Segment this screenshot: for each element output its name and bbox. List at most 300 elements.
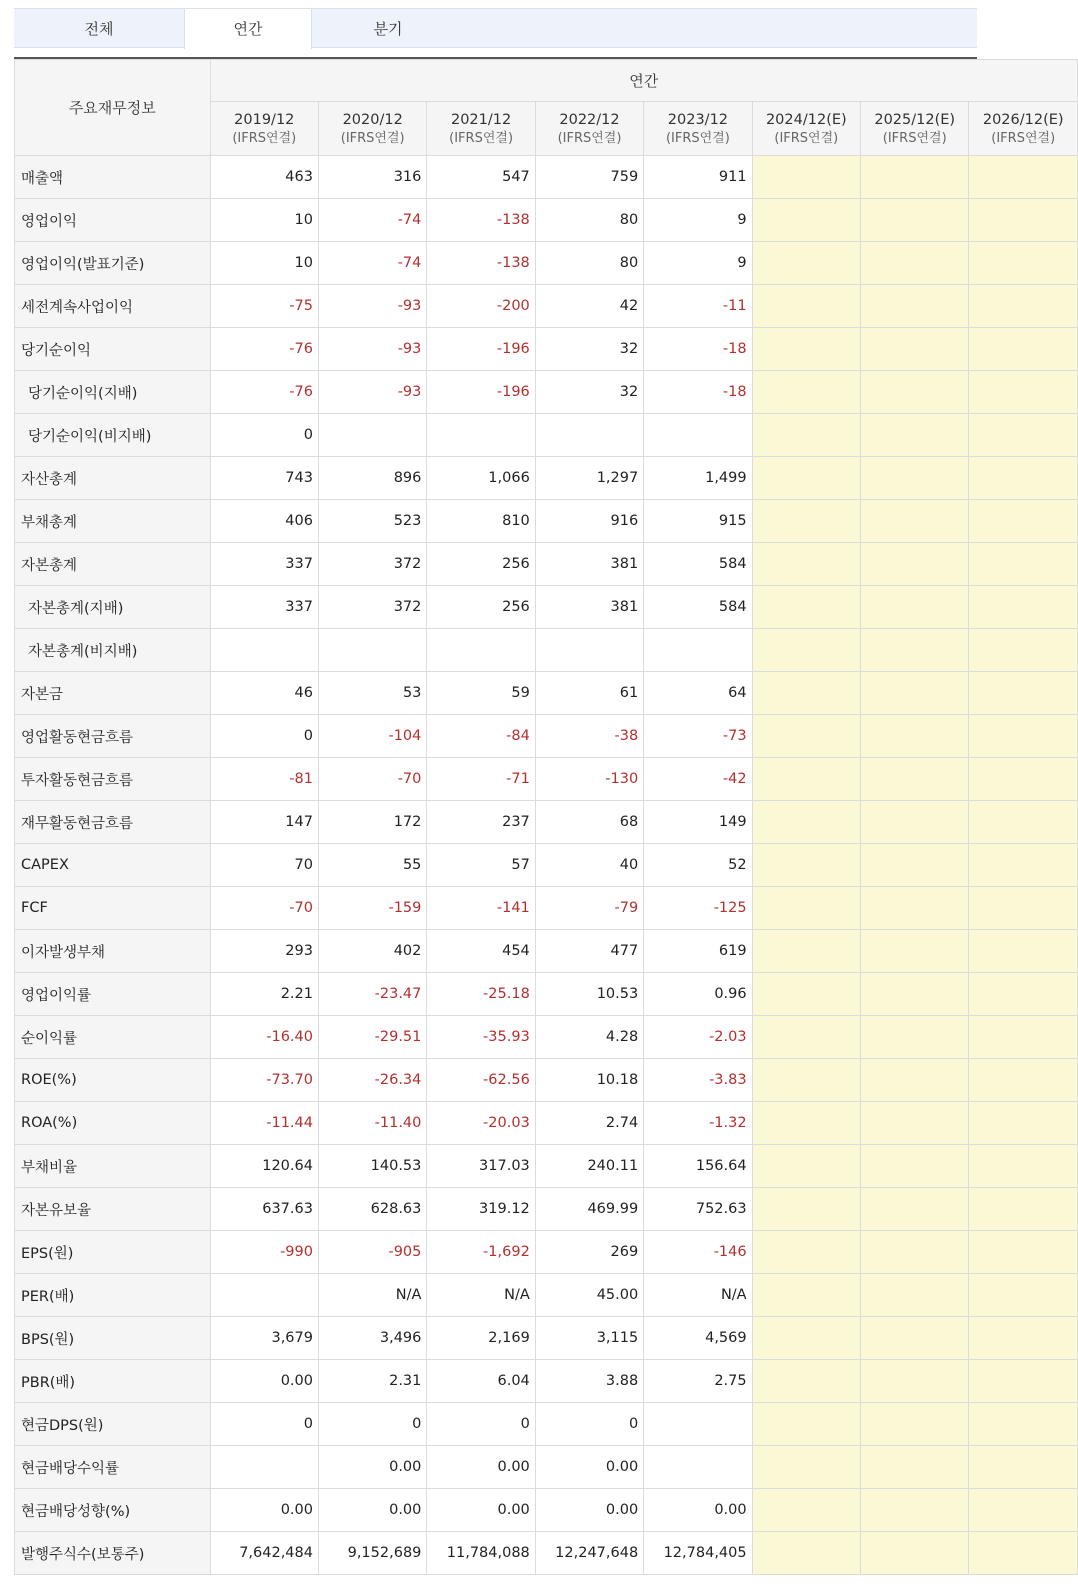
row-label: 영업이익 [15,199,211,242]
tab-all[interactable]: 전체 [84,20,114,38]
table-cell: 896 [318,457,426,500]
row-label: 발행주식수(보통주) [15,1532,211,1575]
table-cell: -81 [210,758,318,801]
table-cell: -71 [427,758,535,801]
table-cell: 147 [210,801,318,844]
row-label: 영업이익률 [15,973,211,1016]
table-cell: 11,784,088 [427,1532,535,1575]
table-cell [210,1274,318,1317]
table-cell [861,457,969,500]
table-cell [861,371,969,414]
table-row [15,156,1078,199]
table-row [15,199,1078,242]
table-cell [861,887,969,930]
table-cell [861,1360,969,1403]
table-cell: 1,499 [644,457,752,500]
period-header [861,102,969,156]
period-label: 2019/12 [234,111,295,128]
table-cell [644,1403,752,1446]
period-basis: (IFRS연결) [991,130,1056,146]
table-row [15,715,1078,758]
table-cell [752,801,860,844]
table-cell: -29.51 [318,1016,426,1059]
table-cell: -130 [535,758,643,801]
table-cell [969,285,1078,328]
table-cell: 256 [427,586,535,629]
table-cell [969,844,1078,887]
table-cell: -11.44 [210,1102,318,1145]
period-basis: (IFRS연결) [449,130,514,146]
table-cell [969,887,1078,930]
table-cell [752,973,860,1016]
table-cell: -23.47 [318,973,426,1016]
table-row [15,586,1078,629]
table-cell: -73.70 [210,1059,318,1102]
row-label: 영업활동현금흐름 [15,715,211,758]
table-cell [752,1317,860,1360]
table-cell: 402 [318,930,426,973]
table-cell: 120.64 [210,1145,318,1188]
table-cell: -1.32 [644,1102,752,1145]
table-cell: -3.83 [644,1059,752,1102]
table-cell: 10 [210,242,318,285]
table-cell [752,586,860,629]
table-cell: 0.96 [644,973,752,1016]
row-label: 자본금 [15,672,211,715]
table-cell: 584 [644,543,752,586]
table-cell: 759 [535,156,643,199]
table-row [15,1016,1078,1059]
table-cell [969,629,1078,672]
row-label: 부채총계 [15,500,211,543]
table-cell: -79 [535,887,643,930]
table-cell [752,1016,860,1059]
table-cell [752,758,860,801]
table-cell [969,801,1078,844]
table-cell [535,629,643,672]
table-cell [969,156,1078,199]
period-basis: (IFRS연결) [340,130,405,146]
table-cell [427,414,535,457]
table-cell [969,371,1078,414]
table-cell: -76 [210,328,318,371]
table-row [15,801,1078,844]
table-cell: -70 [318,758,426,801]
table-cell: 463 [210,156,318,199]
table-row [15,973,1078,1016]
table-cell: -62.56 [427,1059,535,1102]
table-cell [969,1145,1078,1188]
table-cell [861,1102,969,1145]
period-label: 2020/12 [342,111,403,128]
table-cell: 337 [210,543,318,586]
table-cell: 619 [644,930,752,973]
table-cell: 0 [535,1403,643,1446]
table-cell [969,715,1078,758]
table-cell [318,414,426,457]
table-cell: 6.04 [427,1360,535,1403]
table-row [15,1360,1078,1403]
table-row [15,285,1078,328]
table-cell: 40 [535,844,643,887]
table-row [15,1145,1078,1188]
table-cell: 149 [644,801,752,844]
table-row [15,414,1078,457]
table-cell: 269 [535,1231,643,1274]
table-cell [861,1145,969,1188]
table-cell [752,285,860,328]
table-cell: 0.00 [644,1489,752,1532]
table-cell [969,328,1078,371]
row-label: 자본총계 [15,543,211,586]
table-cell: 0.00 [318,1446,426,1489]
table-cell: -93 [318,371,426,414]
period-header [535,102,643,156]
table-cell: 172 [318,801,426,844]
table-cell: 9 [644,199,752,242]
table-cell [752,328,860,371]
row-label: 현금배당성향(%) [15,1489,211,1532]
table-cell [861,543,969,586]
table-cell: 2.21 [210,973,318,1016]
table-cell: 45.00 [535,1274,643,1317]
table-cell: 0.00 [535,1489,643,1532]
row-label: 당기순이익(비지배) [15,414,211,457]
row-label: 재무활동현금흐름 [15,801,211,844]
table-cell [752,242,860,285]
table-cell: 372 [318,543,426,586]
table-cell [969,586,1078,629]
table-cell: 53 [318,672,426,715]
row-label: 부채비율 [15,1145,211,1188]
row-label: 자본총계(비지배) [15,629,211,672]
table-cell: 0 [427,1403,535,1446]
table-cell [752,1102,860,1145]
table-cell: 52 [644,844,752,887]
table-cell: 372 [318,586,426,629]
table-cell [969,1360,1078,1403]
table-cell [969,1059,1078,1102]
table-cell: N/A [644,1274,752,1317]
table-cell: -70 [210,887,318,930]
table-cell: 916 [535,500,643,543]
table-cell [861,156,969,199]
table-cell: 406 [210,500,318,543]
period-label: 2021/12 [450,111,512,128]
table-cell [969,1317,1078,1360]
table-cell: 237 [427,801,535,844]
table-cell [969,1016,1078,1059]
table-cell: 810 [427,500,535,543]
table-cell [969,414,1078,457]
row-label: 자산총계 [15,457,211,500]
table-cell: -2.03 [644,1016,752,1059]
table-cell [752,1059,860,1102]
table-cell [861,1446,969,1489]
table-cell: 0.00 [210,1360,318,1403]
table-cell [969,758,1078,801]
period-header [318,102,426,156]
period-label: 2022/12 [559,111,620,128]
table-cell: -11.40 [318,1102,426,1145]
table-cell [752,1274,860,1317]
table-cell [861,1274,969,1317]
table-cell: 743 [210,457,318,500]
table-cell: 637.63 [210,1188,318,1231]
table-cell: 46 [210,672,318,715]
period-label: 2024/12(E) [765,111,847,128]
table-cell [969,973,1078,1016]
table-cell: 1,066 [427,457,535,500]
table-cell [969,930,1078,973]
table-cell: -196 [427,328,535,371]
row-label: 세전계속사업이익 [15,285,211,328]
table-cell: 10.18 [535,1059,643,1102]
table-row [15,543,1078,586]
table-row [15,1102,1078,1145]
table-cell: 1,297 [535,457,643,500]
table-cell [210,1446,318,1489]
table-row [15,1317,1078,1360]
table-cell: 3.88 [535,1360,643,1403]
table-cell: 317.03 [427,1145,535,1188]
row-label: ROE(%) [15,1059,211,1102]
table-cell [861,844,969,887]
row-label: PER(배) [15,1274,211,1317]
annual-group-header: 연간 [210,60,1077,102]
table-cell [969,1231,1078,1274]
period-tab-bar [14,8,977,48]
table-cell [861,758,969,801]
row-label: ROA(%) [15,1102,211,1145]
table-cell [969,1403,1078,1446]
table-cell [752,543,860,586]
table-cell: 68 [535,801,643,844]
table-cell [644,1446,752,1489]
table-cell: 0 [210,715,318,758]
row-label: 당기순이익(지배) [15,371,211,414]
table-cell [752,1446,860,1489]
table-cell [752,887,860,930]
row-label: 자본총계(지배) [15,586,211,629]
row-label: FCF [15,887,211,930]
row-label: 당기순이익 [15,328,211,371]
table-cell: -18 [644,328,752,371]
table-cell [752,715,860,758]
table-cell [861,1317,969,1360]
table-cell [752,1489,860,1532]
financial-summary-table [14,59,1078,1575]
table-row [15,1188,1078,1231]
table-cell: 0.00 [427,1489,535,1532]
table-cell: 156.64 [644,1145,752,1188]
table-cell: -93 [318,285,426,328]
table-cell: -138 [427,242,535,285]
table-cell [752,1231,860,1274]
table-cell: -200 [427,285,535,328]
table-row [15,1403,1078,1446]
table-cell: -905 [318,1231,426,1274]
period-header [644,102,752,156]
table-cell [752,500,860,543]
table-cell [969,543,1078,586]
period-basis: (IFRS연결) [774,130,839,146]
table-cell: 9 [644,242,752,285]
row-label: 이자발생부채 [15,930,211,973]
item-column-header: 주요재무정보 [15,60,211,156]
table-cell [861,328,969,371]
table-cell [861,285,969,328]
table-cell [752,629,860,672]
period-label: 2025/12(E) [874,111,956,128]
tab-quarterly[interactable]: 분기 [373,20,403,38]
table-cell: 240.11 [535,1145,643,1188]
table-cell: 80 [535,199,643,242]
row-label: 매출액 [15,156,211,199]
table-cell: -104 [318,715,426,758]
table-cell [969,457,1078,500]
table-cell: 469.99 [535,1188,643,1231]
table-cell: 477 [535,930,643,973]
table-cell [969,1274,1078,1317]
table-cell [861,500,969,543]
table-cell: 316 [318,156,426,199]
table-cell: 293 [210,930,318,973]
table-cell: 3,496 [318,1317,426,1360]
table-cell: 0.00 [318,1489,426,1532]
table-cell: 9,152,689 [318,1532,426,1575]
table-cell: 7,642,484 [210,1532,318,1575]
table-cell [752,672,860,715]
tab-annual[interactable]: 연간 [184,9,312,49]
period-label: 2023/12 [667,111,729,128]
table-cell: -141 [427,887,535,930]
table-cell [969,1446,1078,1489]
period-basis: (IFRS연결) [665,130,730,146]
table-cell: 2,169 [427,1317,535,1360]
table-cell [861,930,969,973]
table-row [15,1446,1078,1489]
table-cell: 55 [318,844,426,887]
table-cell [861,1059,969,1102]
table-cell [752,156,860,199]
period-basis: (IFRS연결) [232,130,297,146]
table-cell [752,1145,860,1188]
row-label: PBR(배) [15,1360,211,1403]
table-cell: 0.00 [427,1446,535,1489]
table-row [15,1059,1078,1102]
table-cell: -146 [644,1231,752,1274]
table-cell [752,1188,860,1231]
table-cell: 12,247,648 [535,1532,643,1575]
table-cell [644,629,752,672]
table-cell: 2.75 [644,1360,752,1403]
row-label: 영업이익(발표기준) [15,242,211,285]
table-cell: -93 [318,328,426,371]
table-cell [969,242,1078,285]
table-cell: -73 [644,715,752,758]
table-cell [752,930,860,973]
table-cell: -26.34 [318,1059,426,1102]
table-cell [969,500,1078,543]
table-cell [969,199,1078,242]
table-cell: -76 [210,371,318,414]
table-row [15,672,1078,715]
table-cell: 915 [644,500,752,543]
table-cell: -159 [318,887,426,930]
table-cell: 0.00 [210,1489,318,1532]
table-cell: 752.63 [644,1188,752,1231]
table-cell: 523 [318,500,426,543]
table-row [15,242,1078,285]
table-row [15,1231,1078,1274]
table-cell: -74 [318,199,426,242]
table-cell: 64 [644,672,752,715]
table-cell: 911 [644,156,752,199]
row-label: BPS(원) [15,1317,211,1360]
table-cell: -196 [427,371,535,414]
table-row [15,500,1078,543]
table-cell: 61 [535,672,643,715]
table-row [15,371,1078,414]
table-row [15,1489,1078,1532]
table-cell [861,801,969,844]
table-cell: 337 [210,586,318,629]
table-cell [861,1188,969,1231]
table-row [15,328,1078,371]
table-cell: -1,692 [427,1231,535,1274]
table-cell [861,1532,969,1575]
row-label: 순이익률 [15,1016,211,1059]
table-cell [969,1532,1078,1575]
table-cell: 59 [427,672,535,715]
period-header [969,102,1078,156]
table-cell: 0 [318,1403,426,1446]
table-cell: -18 [644,371,752,414]
table-cell: 12,784,405 [644,1532,752,1575]
row-label: EPS(원) [15,1231,211,1274]
table-cell: 2.31 [318,1360,426,1403]
table-cell [752,457,860,500]
table-row [15,887,1078,930]
table-cell: 4.28 [535,1016,643,1059]
table-cell [969,1188,1078,1231]
table-cell [861,973,969,1016]
period-header [752,102,860,156]
table-cell [861,414,969,457]
period-label: 2026/12(E) [982,111,1064,128]
table-cell [861,242,969,285]
row-label: 현금배당수익률 [15,1446,211,1489]
table-cell [861,1016,969,1059]
table-cell: 628.63 [318,1188,426,1231]
table-cell: 3,115 [535,1317,643,1360]
table-cell [210,629,318,672]
table-cell: 584 [644,586,752,629]
table-cell [752,1532,860,1575]
table-cell: 32 [535,371,643,414]
table-cell: -16.40 [210,1016,318,1059]
table-cell: 0 [210,1403,318,1446]
period-header [210,102,318,156]
row-label: 현금DPS(원) [15,1403,211,1446]
period-basis: (IFRS연결) [882,130,947,146]
table-cell: -38 [535,715,643,758]
table-cell [861,1231,969,1274]
table-cell: -35.93 [427,1016,535,1059]
table-cell: -11 [644,285,752,328]
table-cell [861,629,969,672]
